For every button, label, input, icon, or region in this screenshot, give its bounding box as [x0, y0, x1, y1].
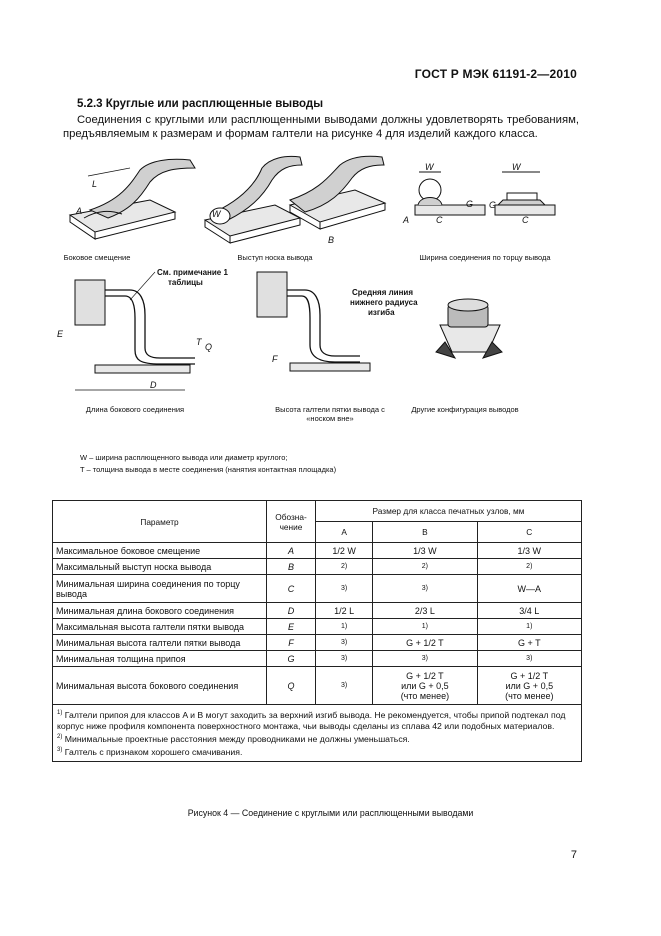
callout-see-note: См. примечание 1 — [157, 268, 228, 277]
intro-paragraph: Соединения с круглыми или расплющенными выводами должны удовлетворять требованиям, предъявляемым к размерам и формам галтели на рисунке 4 для изделий каждого класса. — [63, 114, 579, 140]
dim-C-label-round: C — [436, 215, 443, 225]
row-b: 2) — [373, 559, 477, 575]
page-number: 7 — [570, 849, 577, 861]
row-c: W—A — [477, 575, 581, 603]
dim-W-label-2: W — [212, 209, 221, 219]
row-b-line3: (что менее) — [400, 690, 450, 701]
dim-G-label-round: G — [466, 199, 474, 209]
note-3-mark: 3) — [57, 746, 63, 753]
row-a: 3) — [316, 575, 373, 603]
table-row — [53, 651, 582, 667]
table-row — [53, 603, 582, 619]
row-sym: Q — [287, 680, 295, 691]
header-class-b: B — [373, 522, 477, 543]
table-notes — [53, 705, 582, 762]
dim-A-label: A — [76, 206, 83, 216]
caption-heel-height: Высота галтели пятки вывода с «носком вне» — [275, 405, 385, 423]
drawing-end-joint-round — [402, 162, 485, 225]
row-param: Минимальная длина бокового соединения — [53, 603, 267, 619]
dim-E-label: E — [57, 329, 64, 339]
row-c-line1: G + 1/2 T — [510, 670, 549, 681]
legend-t: T – толщина вывода в месте соединения (нанятия контактная площадка) — [80, 465, 337, 474]
dim-W-label-round: W — [425, 162, 434, 172]
header-size-group: Размер для класса печатных узлов, мм — [316, 501, 582, 522]
table-row — [53, 575, 582, 603]
row-param: Максимальная высота галтели пятки вывода — [53, 619, 267, 635]
caption-other-config: Другие конфигурация выводов — [411, 405, 519, 414]
dim-T-label: T — [196, 337, 202, 347]
header-param: Параметр — [53, 501, 267, 543]
drawing-end-joint-flat — [489, 162, 555, 225]
row-c: G + T — [477, 635, 581, 651]
row-sym: F — [288, 637, 294, 648]
callout-midline-1: Средняя линия — [352, 288, 413, 297]
row-a: 1/2 W — [316, 543, 373, 559]
row-param: Минимальная ширина соединения по торцу вывода — [53, 575, 267, 603]
header-designation: Обозна-чение — [267, 501, 316, 543]
legend-w: W – ширина расплющенного вывода или диаметр круглого; — [80, 453, 288, 462]
row-c: 3) — [477, 651, 581, 667]
table-row — [53, 635, 582, 651]
table-row — [53, 543, 582, 559]
note-2-mark: 2) — [57, 733, 63, 740]
row-param: Минимальная высота галтели пятки вывода — [53, 635, 267, 651]
drawing-heel-height — [257, 272, 418, 371]
row-sym: G — [287, 653, 295, 664]
drawing-other-config — [436, 299, 502, 358]
row-sym: A — [287, 545, 294, 556]
row-c-line3: (что менее) — [505, 690, 554, 701]
row-c-line2: или G + 0,5 — [505, 680, 554, 691]
note-1-mark: 1) — [57, 710, 63, 716]
dim-A-label-round: A — [403, 215, 410, 225]
callout-midline-3: изгиба — [368, 308, 395, 317]
caption-side-offset: Боковое смещение — [63, 253, 131, 262]
row-param: Минимальная высота бокового соединения — [53, 667, 267, 705]
row-b: 3) — [373, 651, 477, 667]
row-param: Максимальное боковое смещение — [53, 543, 267, 559]
parameters-table — [52, 500, 582, 762]
row-sym: C — [287, 583, 295, 594]
row-param: Максимальный выступ носка вывода — [53, 559, 267, 575]
dim-D-label: D — [150, 380, 157, 390]
row-a: 3) — [316, 667, 373, 705]
table-row — [53, 667, 582, 705]
note-1: Галтели припоя для классов A и B могут заходить за верхний изгиб вывода. Не рекомендуется, чтобы припой подтекал под корпус ниже профиля компонента поверхностного монтажа, чьи выводы сделаны из сплава 42 или подобных материалов. — [57, 709, 566, 731]
figure-caption: Рисунок 4 — Соединение с круглыми или расплющенными выводами — [187, 808, 474, 818]
row-c: 3/4 L — [477, 603, 581, 619]
row-b: 1/3 W — [373, 543, 477, 559]
row-a: 3) — [316, 635, 373, 651]
dim-Q-label: Q — [205, 342, 213, 352]
row-b: G + 1/2 T — [373, 635, 477, 651]
note-2: Минимальные проектные расстояния между проводниками не должны уменьшаться. — [64, 733, 410, 744]
row-b-line2: или G + 0,5 — [401, 680, 449, 691]
row-sym: D — [287, 605, 295, 616]
row-b: 3) — [373, 575, 477, 603]
caption-toe-overhang: Выступ носка вывода — [237, 253, 313, 262]
drawing-side-offset — [70, 159, 195, 239]
table-row — [53, 559, 582, 575]
table-row — [53, 619, 582, 635]
caption-end-joint-width: Ширина соединения по торцу вывода — [419, 253, 551, 262]
row-a: 2) — [316, 559, 373, 575]
dim-W-label-flat: W — [512, 162, 521, 172]
callout-table: таблицы — [168, 278, 203, 287]
row-a: 3) — [316, 651, 373, 667]
header-class-a: A — [316, 522, 373, 543]
dim-F-label: F — [272, 354, 278, 364]
drawing-side-joint-length — [57, 268, 228, 390]
dim-B-label: B — [328, 235, 335, 245]
caption-side-joint-length: Длина бокового соединения — [85, 405, 185, 414]
row-a: 1/2 L — [316, 603, 373, 619]
row-a: 1) — [316, 619, 373, 635]
callout-midline-2: нижнего радиуса — [350, 298, 418, 307]
row-b: 2/3 L — [373, 603, 477, 619]
note-3: Галтель с признаком хорошего смачивания. — [64, 746, 243, 757]
row-param: Минимальная толщина припоя — [53, 651, 267, 667]
row-c: 1/3 W — [477, 543, 581, 559]
row-sym: E — [287, 621, 294, 632]
dim-G-label-flat: G — [489, 200, 497, 210]
row-b-line1: G + 1/2 T — [406, 670, 444, 681]
row-sym: B — [287, 561, 294, 572]
row-c: 1) — [477, 619, 581, 635]
standard-header: ГОСТ Р МЭК 61191-2—2010 — [414, 67, 577, 81]
row-c: 2) — [477, 559, 581, 575]
header-class-c: C — [477, 522, 581, 543]
dim-L-label: L — [92, 179, 98, 189]
dim-C-label-flat: C — [522, 215, 529, 225]
row-b: 1) — [373, 619, 477, 635]
drawing-toe-out — [290, 156, 385, 245]
section-title: 5.2.3 Круглые или расплющенные выводы — [77, 98, 324, 110]
drawing-toe-overhang — [205, 156, 302, 243]
